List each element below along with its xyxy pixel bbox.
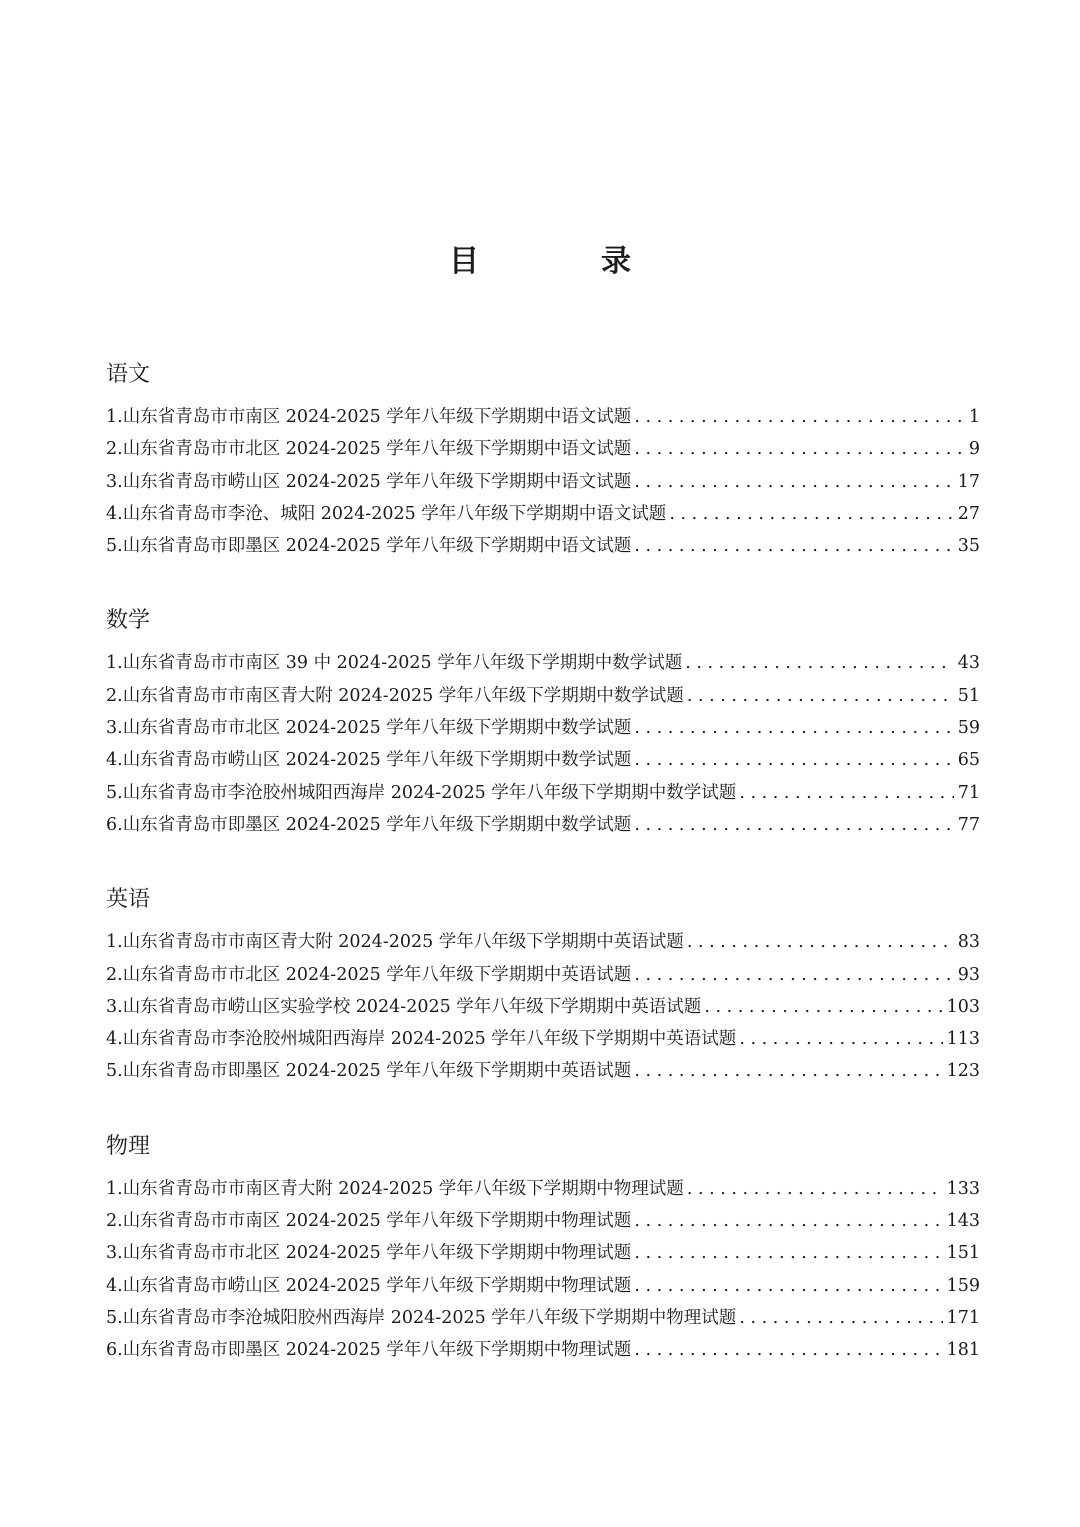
toc-entry[interactable]: [106, 680, 980, 712]
entry-title: 6.山东省青岛市即墨区 2024-2025 学年八年级下学期期中物理试题: [106, 1340, 632, 1361]
entry-title: 3.山东省青岛市市北区 2024-2025 学年八年级下学期期中数学试题: [106, 718, 632, 739]
entry-page-number: 123: [946, 1061, 980, 1082]
entry-page-number: 43: [957, 653, 980, 674]
entry-page-number: 77: [957, 814, 980, 835]
toc-section-english: [106, 880, 980, 1087]
toc-entry[interactable]: [106, 1023, 980, 1055]
entry-page-number: 103: [946, 996, 980, 1017]
toc-entry[interactable]: [106, 1055, 980, 1087]
entry-page-number: 9: [968, 439, 980, 460]
entry-page-number: 27: [957, 503, 980, 524]
entry-title: 5.山东省青岛市李沧城阳胶州西海岸 2024-2025 学年八年级下学期期中物理试题: [106, 1307, 737, 1328]
dot-leader: [687, 680, 954, 712]
entry-title: 6.山东省青岛市即墨区 2024-2025 学年八年级下学期期中数学试题: [106, 814, 632, 835]
toc-entry[interactable]: [106, 1205, 980, 1237]
entry-page-number: 17: [957, 471, 980, 492]
dot-leader: [704, 991, 942, 1023]
section-heading: 语文: [106, 362, 151, 387]
toc-entry[interactable]: [106, 498, 980, 530]
entry-page-number: 143: [946, 1211, 980, 1232]
toc-entry[interactable]: [106, 433, 980, 465]
toc-entry[interactable]: [106, 926, 980, 958]
entry-page-number: 59: [957, 718, 980, 739]
toc-entry[interactable]: [106, 712, 980, 744]
toc-entry[interactable]: [106, 530, 980, 562]
entry-page-number: 1: [968, 407, 980, 427]
dot-leader: [634, 959, 953, 991]
dot-leader: [634, 1237, 942, 1269]
toc-entry[interactable]: [106, 401, 980, 433]
toc-entry[interactable]: [106, 744, 980, 776]
entry-page-number: 65: [957, 750, 980, 771]
entry-page-number: 35: [957, 536, 980, 557]
toc-entry[interactable]: [106, 647, 980, 679]
toc-entry[interactable]: [106, 1302, 980, 1334]
dot-leader: [634, 1334, 942, 1366]
dot-leader: [634, 466, 953, 498]
dot-leader: [669, 498, 953, 530]
entry-page-number: 93: [957, 964, 980, 985]
dot-leader: [634, 809, 953, 841]
entry-page-number: 71: [957, 782, 980, 803]
entry-page-number: 171: [946, 1307, 980, 1328]
entry-title: 4.山东省青岛市崂山区 2024-2025 学年八年级下学期期中数学试题: [106, 750, 632, 771]
entry-title: 5.山东省青岛市即墨区 2024-2025 学年八年级下学期期中语文试题: [106, 536, 632, 557]
entry-title: 3.山东省青岛市崂山区实验学校 2024-2025 学年八年级下学期期中英语试题: [106, 996, 702, 1017]
toc-section-chinese: [106, 355, 980, 562]
dot-leader: [687, 1173, 943, 1205]
entry-page-number: 51: [957, 685, 980, 706]
entry-title: 1.山东省青岛市市南区 39 中 2024-2025 学年八年级下学期期中数学试题: [106, 653, 683, 674]
section-heading: 英语: [106, 887, 151, 913]
toc-section-physics: [106, 1127, 980, 1367]
toc-entry[interactable]: [106, 1173, 980, 1205]
entry-title: 2.山东省青岛市市北区 2024-2025 学年八年级下学期期中英语试题: [106, 964, 632, 985]
dot-leader: [634, 1205, 942, 1237]
toc-section-math: [106, 601, 980, 841]
section-heading: 数学: [106, 608, 151, 634]
entry-title: 2.山东省青岛市市南区青大附 2024-2025 学年八年级下学期期中数学试题: [106, 685, 684, 706]
table-of-contents: [106, 355, 980, 1367]
toc-entry[interactable]: [106, 777, 980, 809]
entry-title: 2.山东省青岛市市北区 2024-2025 学年八年级下学期期中语文试题: [106, 439, 632, 460]
entry-title: 5.山东省青岛市李沧胶州城阳西海岸 2024-2025 学年八年级下学期期中数学试题: [106, 782, 737, 803]
entry-title: 3.山东省青岛市崂山区 2024-2025 学年八年级下学期期中语文试题: [106, 471, 632, 492]
toc-entry[interactable]: [106, 466, 980, 498]
dot-leader: [634, 1055, 942, 1087]
entry-title: 1.山东省青岛市市南区 2024-2025 学年八年级下学期期中语文试题: [106, 407, 632, 427]
toc-entry[interactable]: [106, 809, 980, 841]
dot-leader: [634, 744, 953, 776]
dot-leader: [685, 647, 954, 679]
entry-title: 2.山东省青岛市市南区 2024-2025 学年八年级下学期期中物理试题: [106, 1211, 632, 1232]
entry-title: 1.山东省青岛市市南区青大附 2024-2025 学年八年级下学期期中英语试题: [106, 932, 684, 953]
entry-page-number: 133: [946, 1178, 980, 1199]
dot-leader: [739, 1023, 942, 1055]
dot-leader: [634, 433, 965, 465]
toc-entry[interactable]: [106, 991, 980, 1023]
entry-page-number: 113: [946, 1029, 980, 1050]
dot-leader: [634, 401, 965, 433]
toc-entry[interactable]: [106, 1270, 980, 1302]
entry-title: 3.山东省青岛市市北区 2024-2025 学年八年级下学期期中物理试题: [106, 1243, 632, 1264]
entry-page-number: 151: [946, 1243, 980, 1264]
toc-entry[interactable]: [106, 1237, 980, 1269]
dot-leader: [634, 712, 953, 744]
page-title: 目 录: [449, 244, 677, 279]
entry-page-number: 83: [957, 932, 980, 953]
entry-title: 4.山东省青岛市李沧胶州城阳西海岸 2024-2025 学年八年级下学期期中英语试题: [106, 1029, 737, 1050]
toc-entry[interactable]: [106, 1334, 980, 1366]
entry-title: 4.山东省青岛市李沧、城阳 2024-2025 学年八年级下学期期中语文试题: [106, 503, 667, 524]
toc-entry[interactable]: [106, 959, 980, 991]
entry-title: 1.山东省青岛市市南区青大附 2024-2025 学年八年级下学期期中物理试题: [106, 1178, 684, 1199]
dot-leader: [634, 530, 953, 562]
section-heading: 物理: [106, 1133, 151, 1159]
dot-leader: [739, 777, 953, 809]
dot-leader: [634, 1270, 942, 1302]
entry-page-number: 159: [946, 1275, 980, 1296]
entry-title: 5.山东省青岛市即墨区 2024-2025 学年八年级下学期期中英语试题: [106, 1061, 632, 1082]
entry-page-number: 181: [946, 1340, 980, 1361]
dot-leader: [739, 1302, 942, 1334]
entry-title: 4.山东省青岛市崂山区 2024-2025 学年八年级下学期期中物理试题: [106, 1275, 632, 1296]
dot-leader: [687, 926, 954, 958]
